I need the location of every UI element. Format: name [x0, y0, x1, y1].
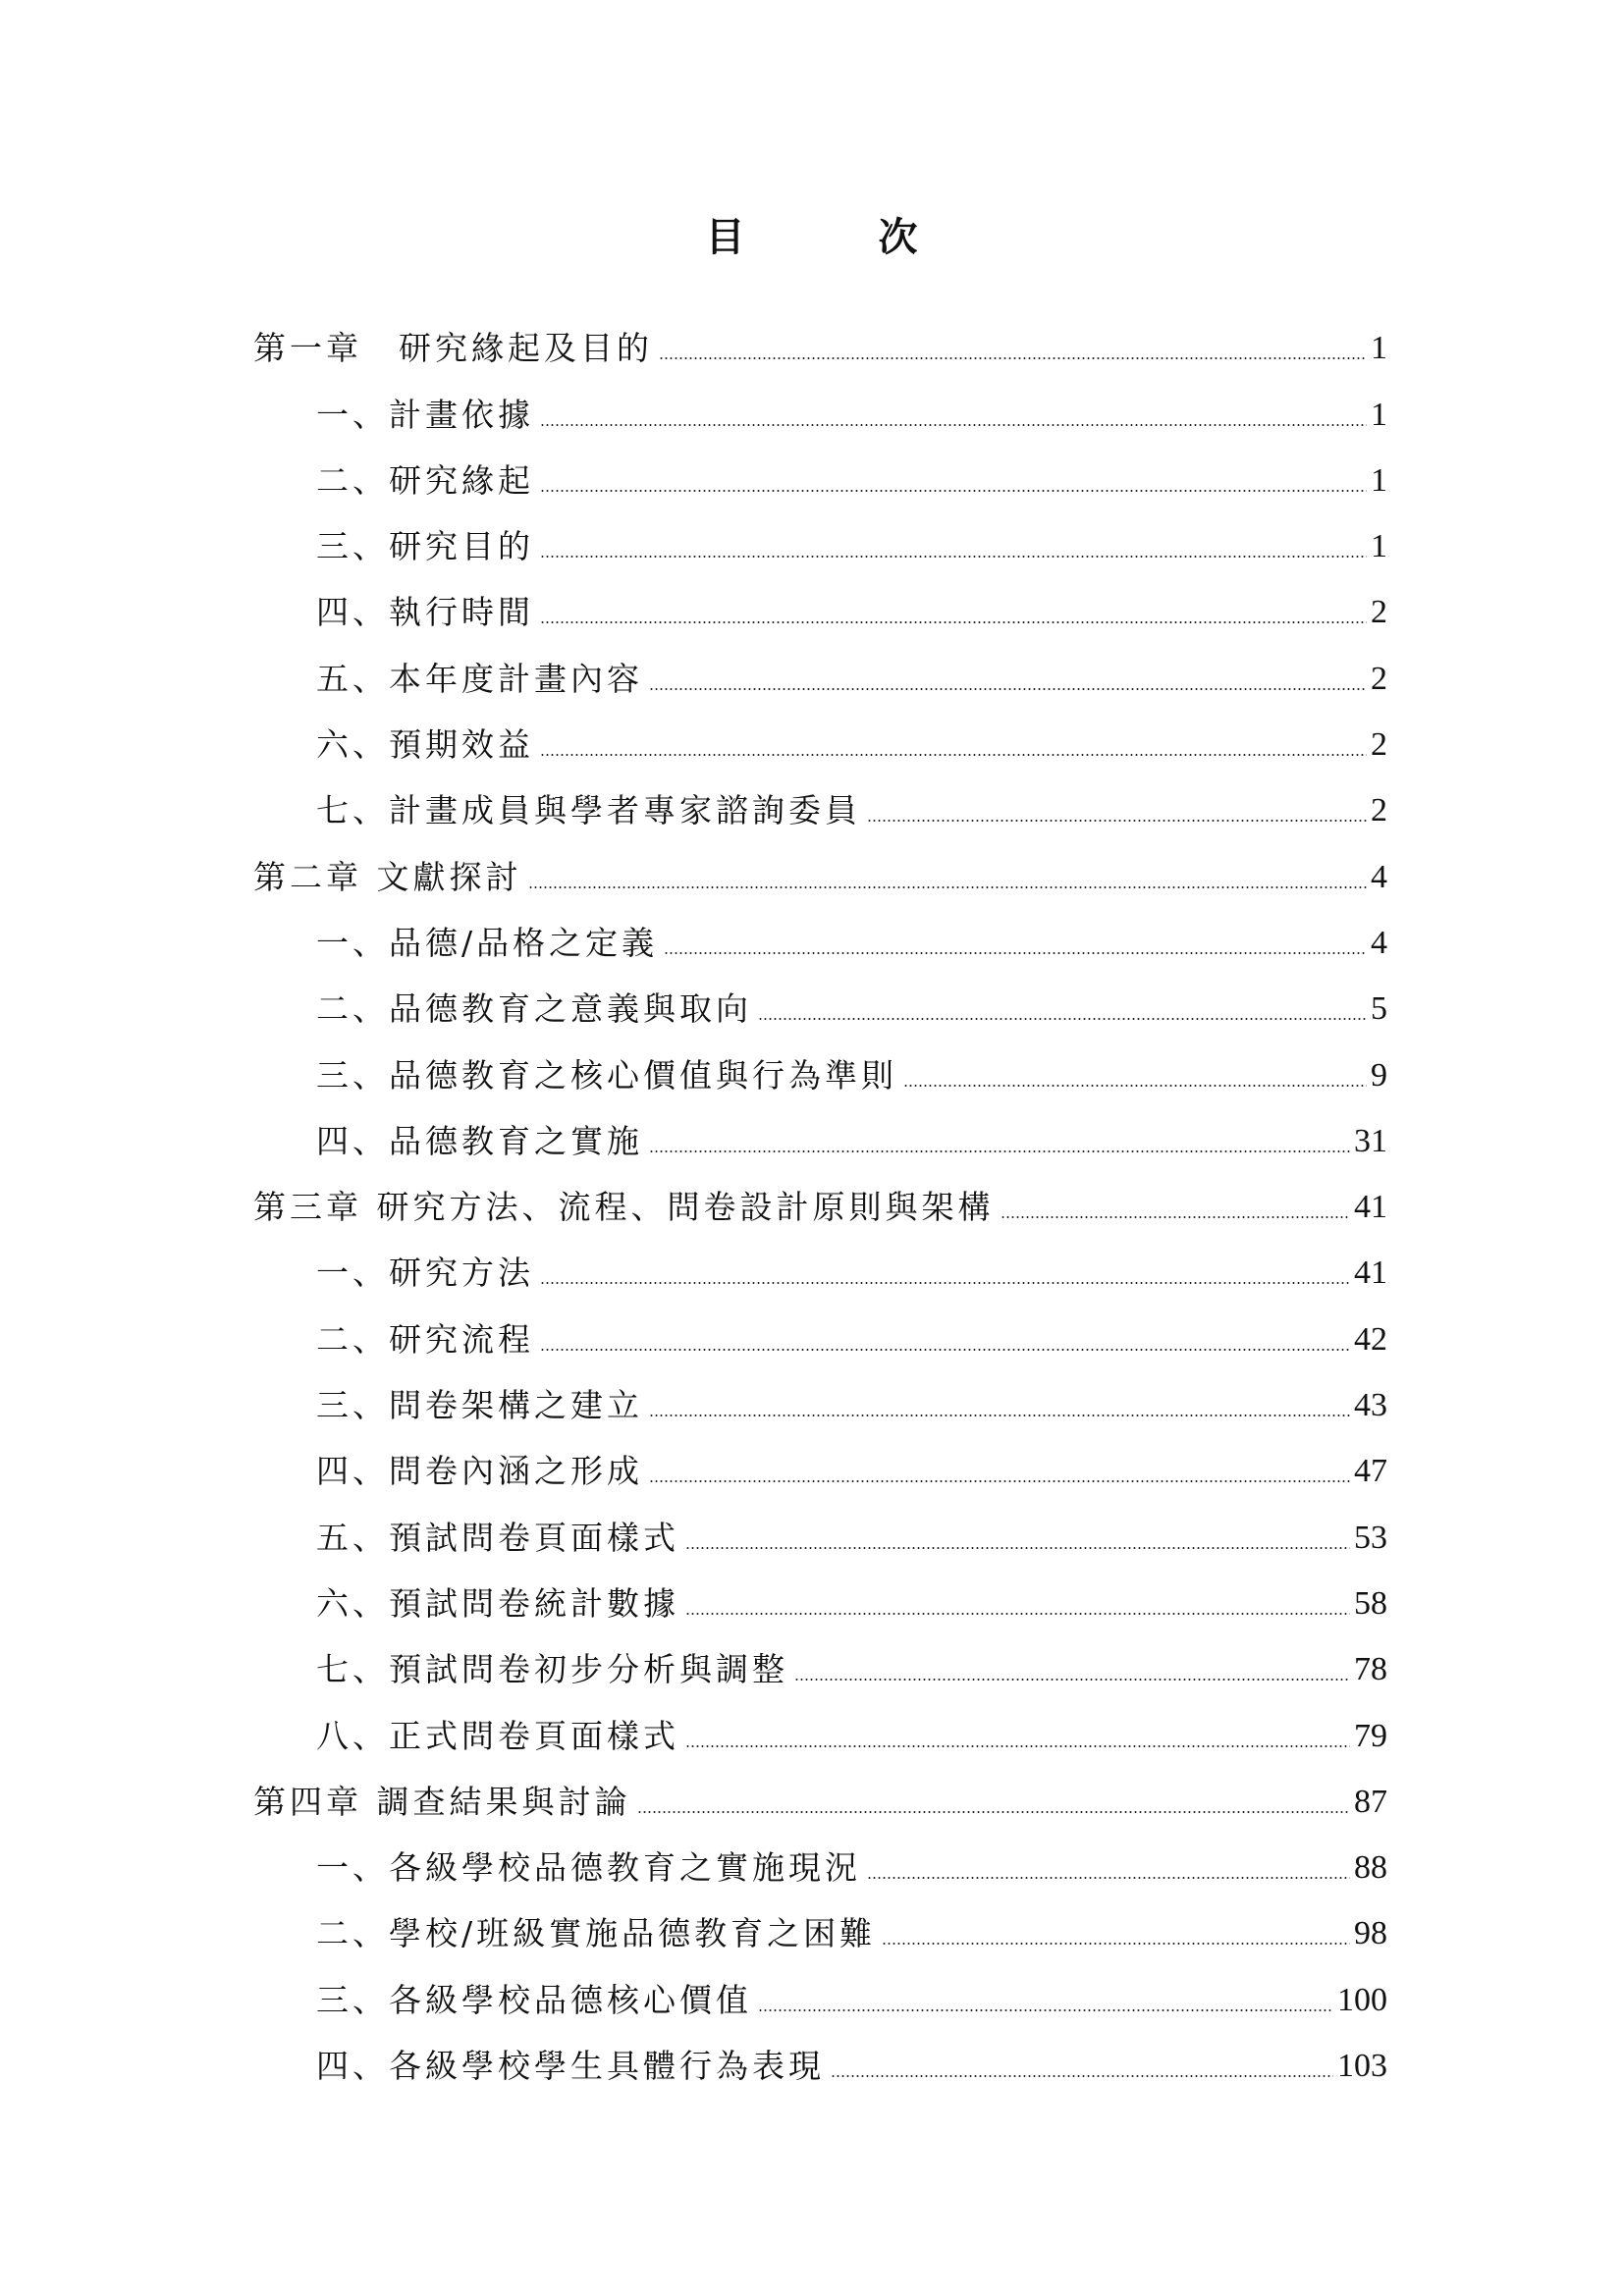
toc-entry-label: 第一章 研究緣起及目的	[253, 329, 653, 368]
dot-leader	[882, 1943, 1350, 1945]
toc-page-number: 100	[1337, 1981, 1387, 2018]
dot-leader	[903, 1085, 1367, 1087]
toc-section-entry[interactable]	[253, 642, 1387, 708]
toc-entry-label: 三、品德教育之核心價值與行為準則	[316, 1055, 897, 1095]
toc-section-entry[interactable]	[253, 576, 1387, 642]
toc-page-number: 98	[1354, 1915, 1387, 1952]
toc-section-entry[interactable]	[253, 2030, 1387, 2096]
toc-entry-label: 三、各級學校品德核心價值	[316, 1980, 752, 2019]
page-title: 目 次	[705, 214, 965, 260]
toc-page-number: 47	[1354, 1453, 1387, 1490]
toc-chapter-entry[interactable]	[253, 1171, 1387, 1237]
toc-page-number: 79	[1354, 1717, 1387, 1754]
toc-section-entry[interactable]	[253, 1435, 1387, 1501]
toc-entry-label: 四、問卷內涵之形成	[316, 1452, 643, 1491]
toc-section-entry[interactable]	[253, 1501, 1387, 1567]
toc-entry-label: 八、正式問卷頁面樣式	[316, 1716, 679, 1755]
toc-section-entry[interactable]	[253, 445, 1387, 510]
toc-page-number: 1	[1371, 461, 1387, 499]
toc-page-number: 2	[1371, 726, 1387, 764]
dot-leader	[540, 1282, 1350, 1284]
toc-entry-label: 第四章 調查結果與討論	[253, 1782, 631, 1821]
toc-page-number: 58	[1354, 1584, 1387, 1622]
toc-page-number: 41	[1354, 1255, 1387, 1292]
toc-entry-label: 二、品德教育之意義與取向	[316, 989, 752, 1029]
toc-section-entry[interactable]	[253, 973, 1387, 1039]
dot-leader	[540, 754, 1367, 756]
toc-page-number: 1	[1371, 396, 1387, 433]
toc-page-number: 4	[1371, 858, 1387, 895]
toc-page-number: 2	[1371, 792, 1387, 829]
toc-page-number: 5	[1371, 990, 1387, 1028]
dot-leader	[649, 1480, 1350, 1482]
toc-section-entry[interactable]	[253, 1699, 1387, 1765]
toc-entry-label: 四、執行時間	[316, 593, 534, 632]
toc-entry-label: 七、預試問卷初步分析與調整	[316, 1650, 788, 1689]
toc-entry-label: 二、研究流程	[316, 1319, 534, 1359]
dot-leader	[649, 1415, 1350, 1416]
dot-leader	[758, 2009, 1333, 2011]
toc-page-number: 4	[1371, 924, 1387, 961]
dot-leader	[540, 424, 1367, 426]
toc-section-entry[interactable]	[253, 1832, 1387, 1897]
toc-entry-label: 四、各級學校學生具體行為表現	[316, 2047, 825, 2086]
toc-entry-label: 三、研究目的	[316, 527, 534, 566]
toc-page-number: 43	[1354, 1387, 1387, 1424]
toc-entry-label: 四、品德教育之實施	[316, 1121, 643, 1160]
toc-page-number: 9	[1371, 1056, 1387, 1094]
table-of-contents	[253, 312, 1387, 2096]
dot-leader	[637, 1811, 1351, 1813]
toc-entry-label: 二、研究緣起	[316, 460, 534, 500]
toc-section-entry[interactable]	[253, 907, 1387, 973]
toc-section-entry[interactable]	[253, 1568, 1387, 1633]
toc-page-number: 88	[1354, 1849, 1387, 1887]
dot-leader	[1001, 1216, 1351, 1218]
toc-section-entry[interactable]	[253, 1105, 1387, 1171]
dot-leader	[528, 886, 1368, 888]
toc-page-number: 87	[1354, 1783, 1387, 1820]
dot-leader	[540, 490, 1367, 492]
toc-section-entry[interactable]	[253, 1963, 1387, 2029]
dot-leader	[649, 688, 1367, 690]
toc-section-entry[interactable]	[253, 709, 1387, 774]
dot-leader	[664, 952, 1367, 954]
toc-page-number: 42	[1354, 1320, 1387, 1358]
dot-leader	[540, 1349, 1350, 1351]
toc-section-entry[interactable]	[253, 1369, 1387, 1435]
toc-section-entry[interactable]	[253, 774, 1387, 840]
toc-section-entry[interactable]	[253, 1633, 1387, 1699]
dot-leader	[867, 820, 1367, 822]
dot-leader	[659, 357, 1367, 359]
dot-leader	[685, 1547, 1350, 1549]
toc-entry-label: 三、問卷架構之建立	[316, 1386, 643, 1425]
toc-chapter-entry[interactable]	[253, 1766, 1387, 1832]
toc-page-number: 1	[1371, 330, 1387, 367]
toc-entry-label: 二、學校/班級實施品德教育之困難	[316, 1914, 877, 1953]
toc-entry-label: 六、預期效益	[316, 725, 534, 765]
dot-leader	[540, 621, 1367, 623]
toc-section-entry[interactable]	[253, 1897, 1387, 1963]
toc-page-number: 78	[1354, 1651, 1387, 1688]
toc-entry-label: 一、計畫依據	[316, 395, 534, 434]
dot-leader	[540, 556, 1367, 558]
toc-entry-label: 五、本年度計畫內容	[316, 659, 643, 698]
toc-entry-label: 五、預試問卷頁面樣式	[316, 1518, 679, 1557]
toc-entry-label: 第三章 研究方法、流程、問卷設計原則與架構	[253, 1188, 995, 1227]
toc-page-number: 53	[1354, 1519, 1387, 1556]
dot-leader	[831, 2075, 1333, 2077]
toc-entry-label: 六、預試問卷統計數據	[316, 1583, 679, 1623]
toc-page-number: 2	[1371, 594, 1387, 631]
dot-leader	[867, 1877, 1350, 1879]
dot-leader	[685, 1745, 1350, 1747]
toc-entry-label: 第二章 文獻探討	[253, 857, 522, 896]
dot-leader	[758, 1018, 1367, 1020]
toc-section-entry[interactable]	[253, 1303, 1387, 1368]
toc-page-number: 41	[1354, 1189, 1387, 1226]
toc-section-entry[interactable]	[253, 510, 1387, 576]
dot-leader	[794, 1679, 1350, 1681]
toc-page-number: 1	[1371, 528, 1387, 565]
toc-entry-label: 七、計畫成員與學者專家諮詢委員	[316, 791, 861, 830]
dot-leader	[685, 1613, 1350, 1615]
toc-chapter-entry[interactable]	[253, 312, 1387, 378]
toc-page-number: 2	[1371, 660, 1387, 697]
toc-chapter-entry[interactable]	[253, 840, 1387, 906]
toc-section-entry[interactable]	[253, 1039, 1387, 1104]
toc-entry-label: 一、各級學校品德教育之實施現況	[316, 1848, 861, 1888]
toc-section-entry[interactable]	[253, 378, 1387, 444]
dot-leader	[649, 1150, 1350, 1152]
toc-section-entry[interactable]	[253, 1237, 1387, 1303]
toc-entry-label: 一、研究方法	[316, 1254, 534, 1293]
toc-page-number: 31	[1354, 1122, 1387, 1159]
toc-page-number: 103	[1337, 2048, 1387, 2085]
toc-entry-label: 一、品德/品格之定義	[316, 923, 659, 962]
